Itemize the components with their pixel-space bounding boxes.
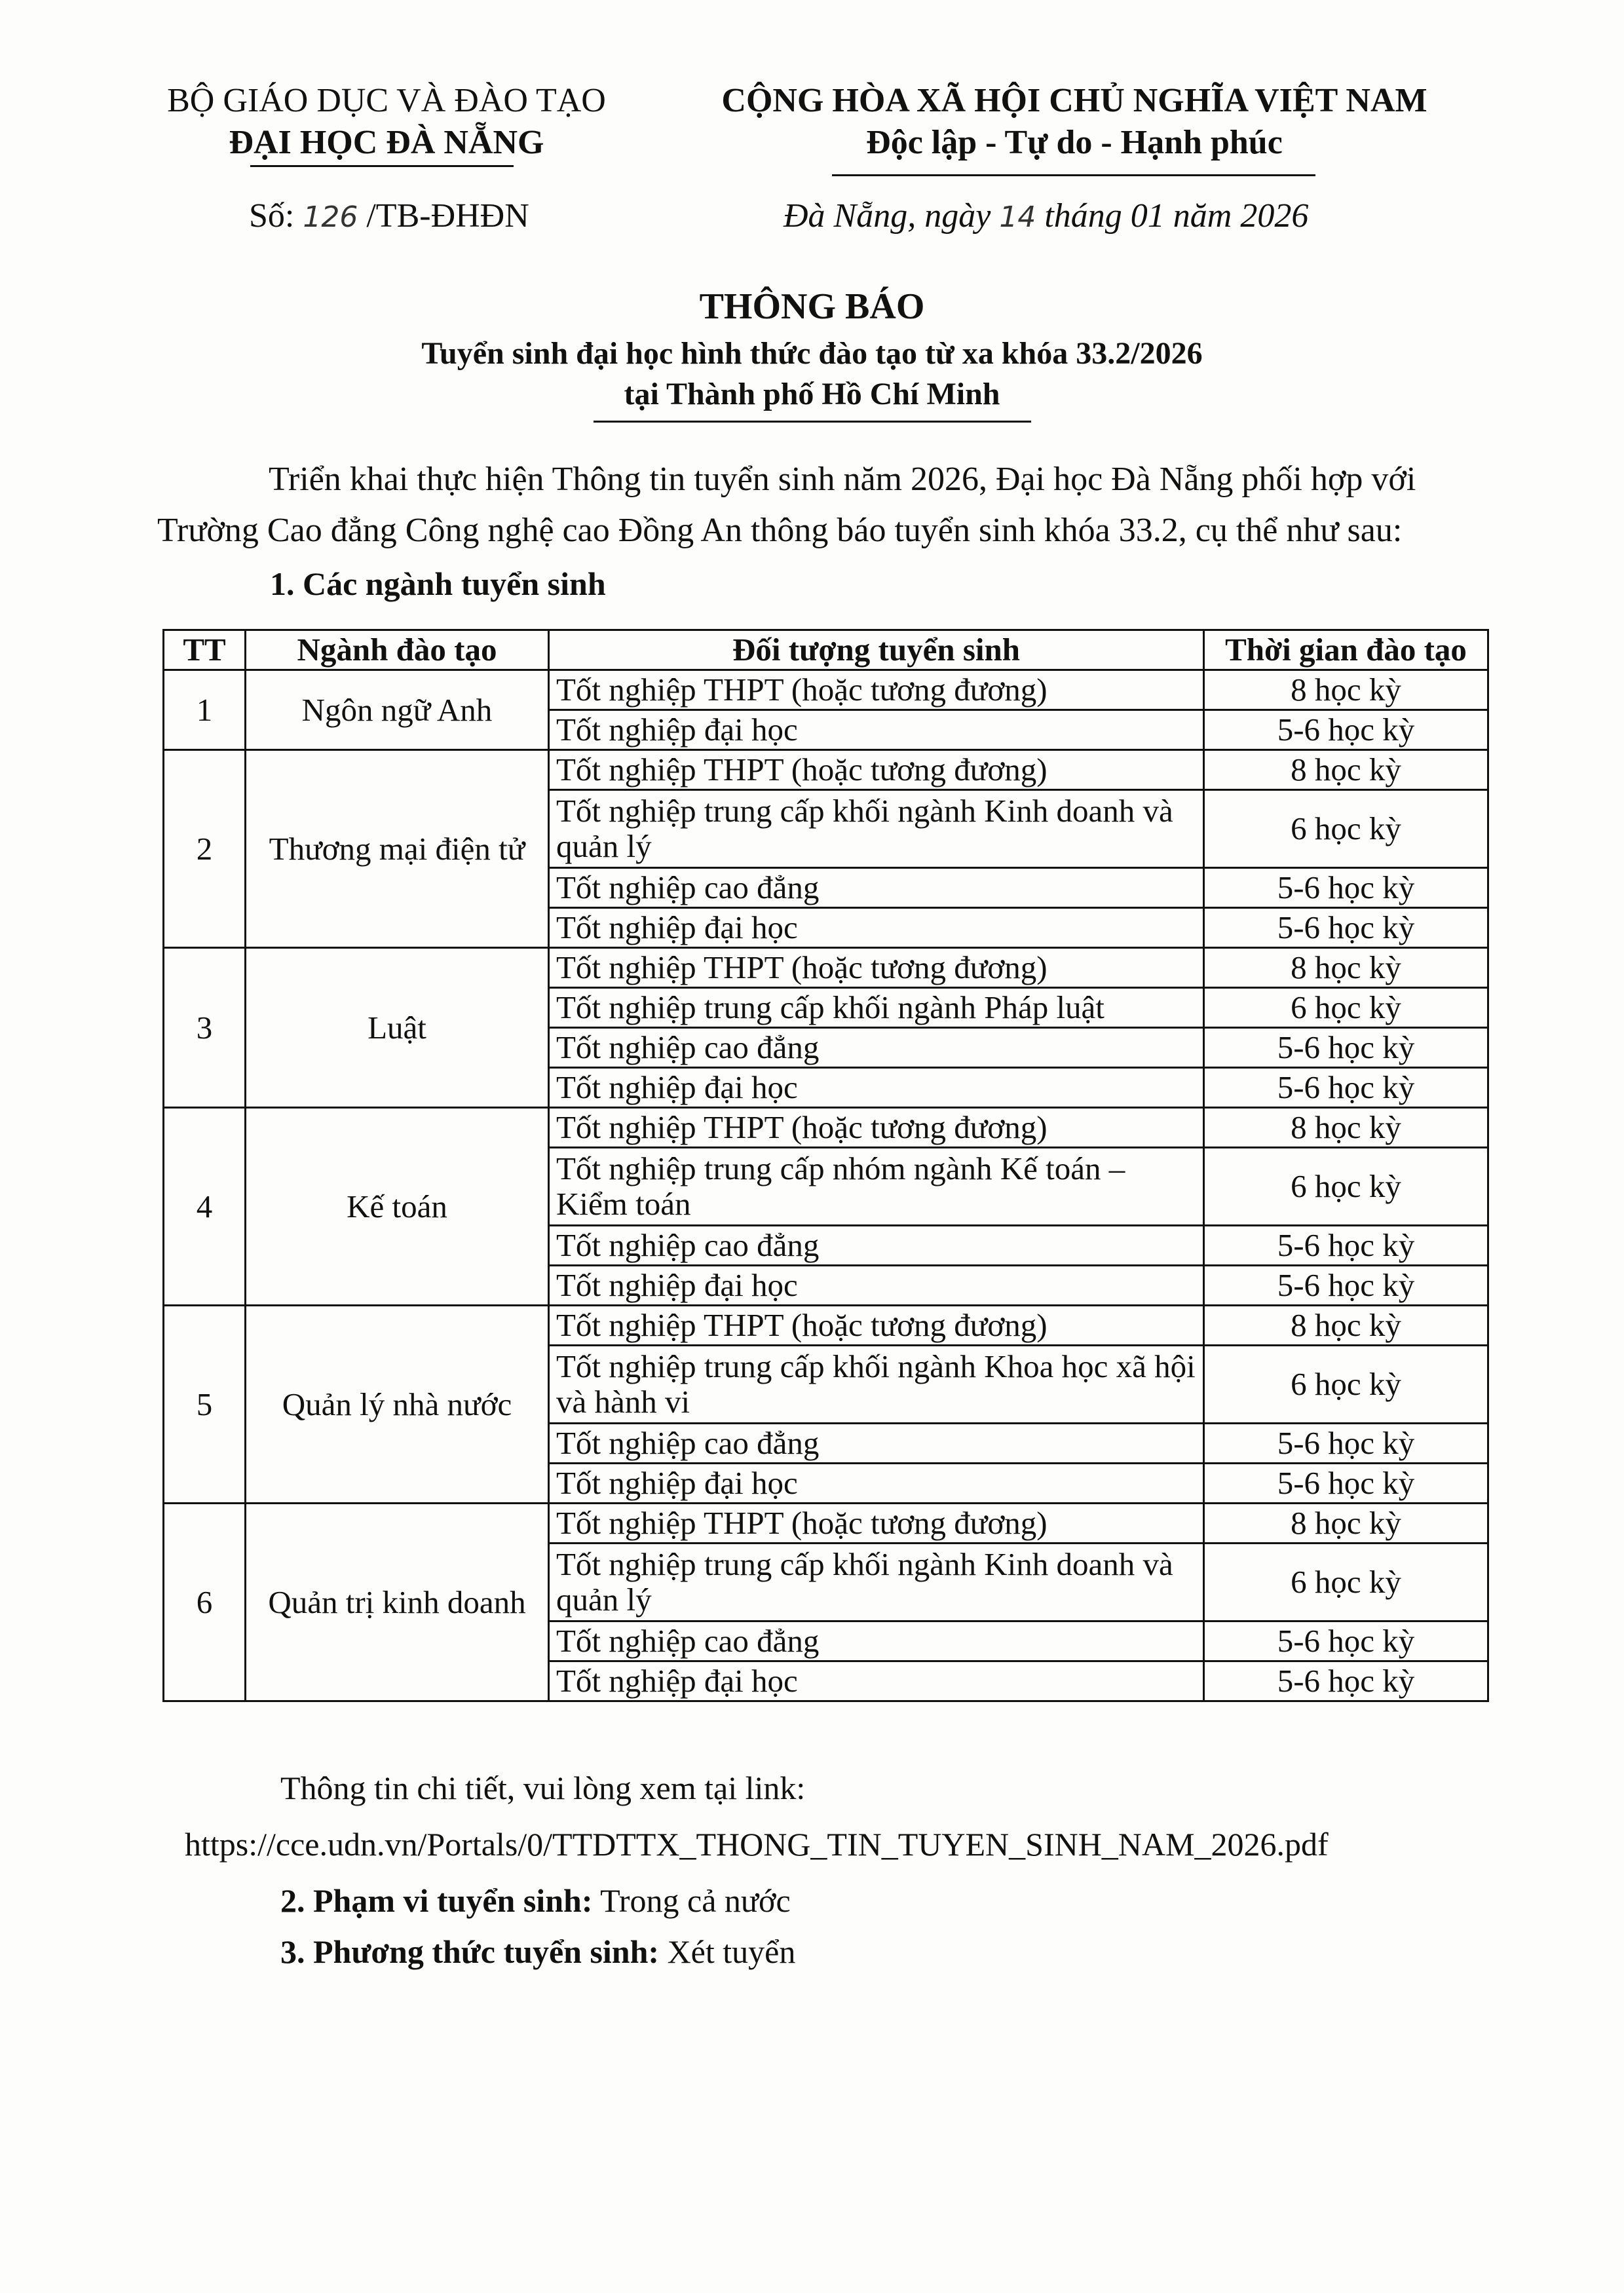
target-cell: Tốt nghiệp THPT (hoặc tương đương) xyxy=(549,670,1204,710)
section-1-heading: 1. Các ngành tuyển sinh xyxy=(270,565,606,602)
ministry-name: BỘ GIÁO DỤC VÀ ĐÀO TẠO xyxy=(167,82,606,119)
table-row xyxy=(164,948,1488,988)
motto-underline xyxy=(832,174,1315,176)
intro-line-2: Trường Cao đẳng Công nghệ cao Đồng An thông báo tuyển sinh khóa 33.2, cụ thể như sau: xyxy=(157,512,1403,549)
program-name: Quản lý nhà nước xyxy=(246,1306,549,1504)
target-cell: Tốt nghiệp đại học xyxy=(549,1068,1204,1108)
header-tt: TT xyxy=(164,630,246,670)
duration-cell: 8 học kỳ xyxy=(1204,670,1488,710)
section-3 xyxy=(280,1933,795,1971)
target-cell: Tốt nghiệp cao đẳng xyxy=(549,1424,1204,1464)
duration-cell: 6 học kỳ xyxy=(1204,1148,1488,1226)
duration-cell: 6 học kỳ xyxy=(1204,790,1488,868)
duration-cell: 5-6 học kỳ xyxy=(1204,1661,1488,1701)
duration-cell: 6 học kỳ xyxy=(1204,1544,1488,1621)
date-handwritten: 14 xyxy=(999,200,1036,234)
duration-cell: 8 học kỳ xyxy=(1204,750,1488,790)
duration-cell: 8 học kỳ xyxy=(1204,1504,1488,1544)
section-2-label: 2. Phạm vi tuyển sinh: xyxy=(280,1882,593,1919)
section-2-value: Trong cả nước xyxy=(600,1882,791,1919)
program-number: 6 xyxy=(164,1504,246,1701)
target-cell: Tốt nghiệp trung cấp khối ngành Khoa học xã hội và hành vi xyxy=(549,1346,1204,1424)
national-motto: Độc lập - Tự do - Hạnh phúc xyxy=(866,124,1283,161)
table-row xyxy=(164,1108,1488,1148)
target-cell: Tốt nghiệp THPT (hoặc tương đương) xyxy=(549,948,1204,988)
notice-subtitle-line1: Tuyển sinh đại học hình thức đào tạo từ xa khóa 33.2/2026 xyxy=(421,336,1203,371)
info-link[interactable]: https://cce.udn.vn/Portals/0/TTDTTX_THONG_TIN_TUYEN_SINH_NAM_2026.pdf xyxy=(185,1826,1329,1863)
target-cell: Tốt nghiệp THPT (hoặc tương đương) xyxy=(549,1108,1204,1148)
target-cell: Tốt nghiệp cao đẳng xyxy=(549,1028,1204,1068)
subtitle-underline xyxy=(594,421,1031,423)
target-cell: Tốt nghiệp THPT (hoặc tương đương) xyxy=(549,1306,1204,1346)
target-cell: Tốt nghiệp trung cấp khối ngành Kinh doanh và quản lý xyxy=(549,1544,1204,1621)
header-duration: Thời gian đào tạo xyxy=(1204,630,1488,670)
duration-cell: 5-6 học kỳ xyxy=(1204,1028,1488,1068)
section-3-label: 3. Phương thức tuyển sinh: xyxy=(280,1933,660,1970)
university-underline xyxy=(250,165,514,167)
intro-line-1: Triển khai thực hiện Thông tin tuyển sinh năm 2026, Đại học Đà Nẵng phối hợp với xyxy=(269,461,1416,498)
table-row xyxy=(164,750,1488,790)
duration-cell: 8 học kỳ xyxy=(1204,1108,1488,1148)
duration-cell: 5-6 học kỳ xyxy=(1204,1068,1488,1108)
date-prefix: Đà Nẵng, ngày xyxy=(784,197,991,235)
program-number: 1 xyxy=(164,670,246,750)
notice-title: THÔNG BÁO xyxy=(699,286,925,327)
program-number: 5 xyxy=(164,1306,246,1504)
program-number: 3 xyxy=(164,948,246,1108)
program-number: 4 xyxy=(164,1108,246,1306)
duration-cell: 5-6 học kỳ xyxy=(1204,1266,1488,1306)
number-suffix: /TB-ĐHĐN xyxy=(366,197,529,235)
section-3-value: Xét tuyển xyxy=(667,1933,796,1970)
header-program: Ngành đào tạo xyxy=(246,630,549,670)
target-cell: Tốt nghiệp trung cấp khối ngành Kinh doanh và quản lý xyxy=(549,790,1204,868)
duration-cell: 5-6 học kỳ xyxy=(1204,1226,1488,1266)
program-name: Ngôn ngữ Anh xyxy=(246,670,549,750)
document-number xyxy=(249,197,529,235)
university-name: ĐẠI HỌC ĐÀ NẴNG xyxy=(229,124,544,161)
target-cell: Tốt nghiệp đại học xyxy=(549,1266,1204,1306)
table-row xyxy=(164,1504,1488,1544)
program-name: Kế toán xyxy=(246,1108,549,1306)
target-cell: Tốt nghiệp cao đẳng xyxy=(549,868,1204,908)
country-name: CỘNG HÒA XÃ HỘI CHỦ NGHĨA VIỆT NAM xyxy=(721,82,1427,119)
duration-cell: 6 học kỳ xyxy=(1204,988,1488,1028)
date-suffix: tháng 01 năm 2026 xyxy=(1044,197,1309,235)
target-cell: Tốt nghiệp đại học xyxy=(549,908,1204,948)
duration-cell: 6 học kỳ xyxy=(1204,1346,1488,1424)
target-cell: Tốt nghiệp đại học xyxy=(549,710,1204,750)
number-prefix: Số: xyxy=(249,197,295,235)
table-row xyxy=(164,670,1488,710)
section-2 xyxy=(280,1882,791,1920)
info-label: Thông tin chi tiết, vui lòng xem tại link: xyxy=(280,1770,806,1806)
number-handwritten: 126 xyxy=(303,200,358,234)
duration-cell: 5-6 học kỳ xyxy=(1204,1621,1488,1661)
target-cell: Tốt nghiệp trung cấp khối ngành Pháp luật xyxy=(549,988,1204,1028)
target-cell: Tốt nghiệp đại học xyxy=(549,1661,1204,1701)
programs-table xyxy=(162,629,1489,1702)
duration-cell: 5-6 học kỳ xyxy=(1204,1464,1488,1504)
target-cell: Tốt nghiệp đại học xyxy=(549,1464,1204,1504)
duration-cell: 5-6 học kỳ xyxy=(1204,908,1488,948)
duration-cell: 5-6 học kỳ xyxy=(1204,868,1488,908)
issue-date xyxy=(784,197,1308,235)
duration-cell: 5-6 học kỳ xyxy=(1204,1424,1488,1464)
program-name: Quản trị kinh doanh xyxy=(246,1504,549,1701)
target-cell: Tốt nghiệp cao đẳng xyxy=(549,1226,1204,1266)
target-cell: Tốt nghiệp THPT (hoặc tương đương) xyxy=(549,750,1204,790)
table-row xyxy=(164,1306,1488,1346)
header-target: Đối tượng tuyển sinh xyxy=(549,630,1204,670)
target-cell: Tốt nghiệp THPT (hoặc tương đương) xyxy=(549,1504,1204,1544)
duration-cell: 8 học kỳ xyxy=(1204,1306,1488,1346)
program-number: 2 xyxy=(164,750,246,948)
program-name: Luật xyxy=(246,948,549,1108)
target-cell: Tốt nghiệp cao đẳng xyxy=(549,1621,1204,1661)
program-name: Thương mại điện tử xyxy=(246,750,549,948)
duration-cell: 5-6 học kỳ xyxy=(1204,710,1488,750)
notice-subtitle-line2: tại Thành phố Hồ Chí Minh xyxy=(624,377,1000,411)
target-cell: Tốt nghiệp trung cấp nhóm ngành Kế toán – Kiểm toán xyxy=(549,1148,1204,1226)
duration-cell: 8 học kỳ xyxy=(1204,948,1488,988)
